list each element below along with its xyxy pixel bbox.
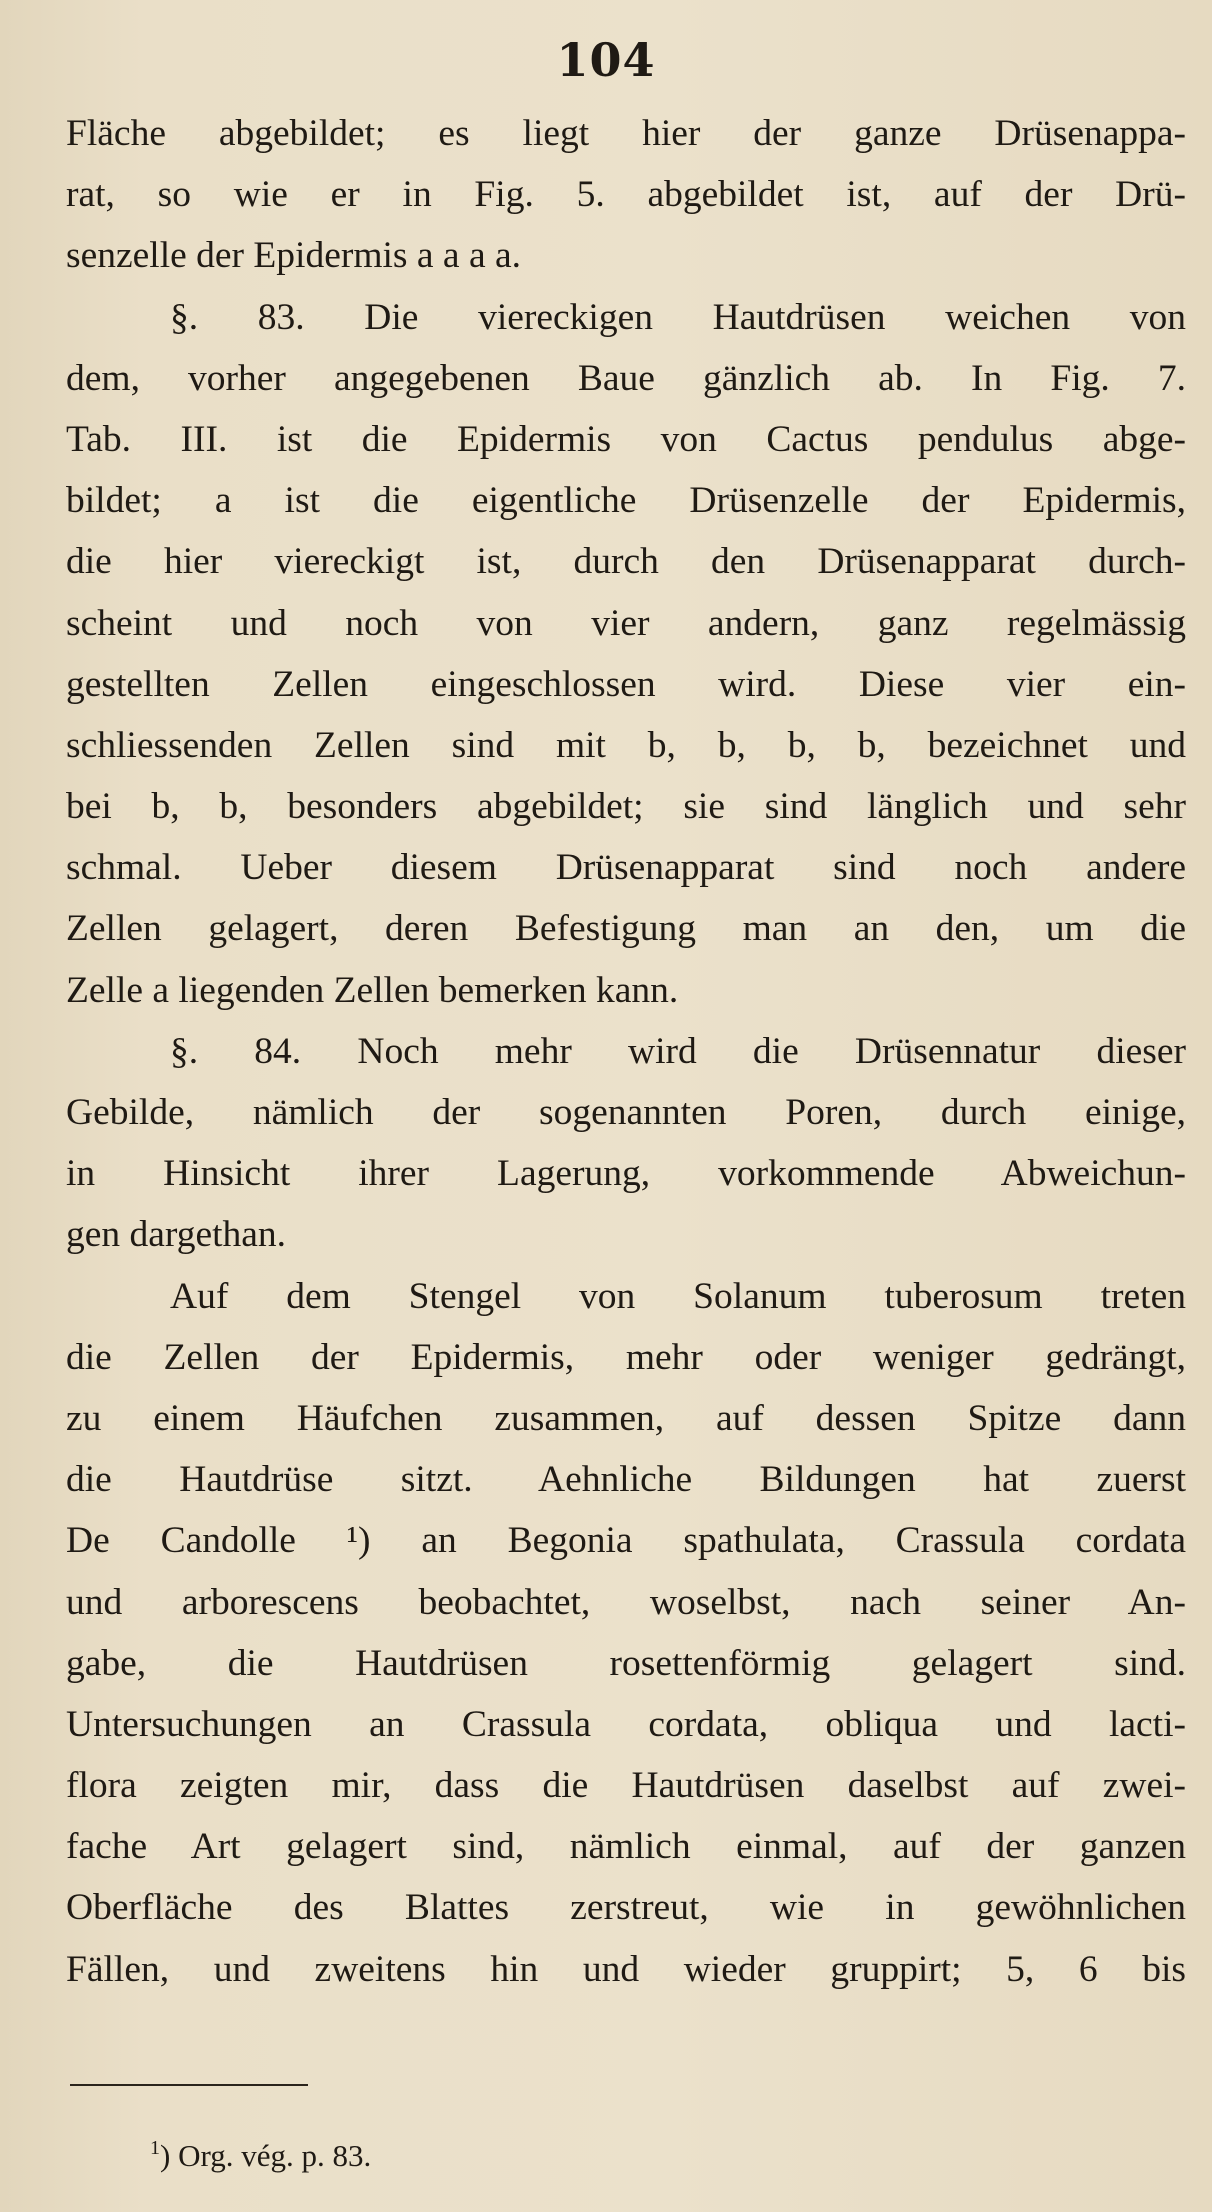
text-line: die hier viereckigt ist, durch den Drüsenapparat durch-	[66, 541, 1186, 583]
footnote-text: ) Org. vég. p. 83.	[160, 2138, 372, 2173]
text-line: gabe, die Hautdrüsen rosettenförmig gelagert sind.	[66, 1642, 1186, 1684]
text-line: zu einem Häufchen zusammen, auf dessen Spitze dann	[66, 1397, 1186, 1439]
footnote	[150, 2124, 371, 2180]
text-line: schmal. Ueber diesem Drüsenapparat sind noch andere	[66, 847, 1186, 889]
text-line: die Hautdrüse sitzt. Aehnliche Bildungen hat zuerst	[66, 1459, 1186, 1501]
text-line: senzelle der Epidermis a a a a.	[66, 235, 521, 277]
text-line: scheint und noch von vier andern, ganz regelmässig	[66, 602, 1186, 644]
text-line: und arborescens beobachtet, woselbst, nach seiner An-	[66, 1581, 1186, 1623]
text-line: Fällen, und zweitens hin und wieder gruppirt; 5, 6 bis	[66, 1948, 1186, 1990]
text-line: Tab. III. ist die Epidermis von Cactus pendulus abge-	[66, 418, 1186, 460]
text-line: bildet; a ist die eigentliche Drüsenzelle der Epidermis,	[66, 480, 1186, 522]
text-line: rat, so wie er in Fig. 5. abgebildet ist, auf der Drü-	[66, 174, 1186, 216]
text-line: Auf dem Stengel von Solanum tuberosum treten	[170, 1275, 1186, 1317]
text-line: gestellten Zellen eingeschlossen wird. Diese vier ein-	[66, 663, 1186, 705]
text-line: §. 83. Die viereckigen Hautdrüsen weichen von	[170, 296, 1186, 338]
text-line: Zellen gelagert, deren Befestigung man an den, um die	[66, 908, 1186, 950]
footnote-marker: 1	[150, 2137, 160, 2159]
text-line: flora zeigten mir, dass die Hautdrüsen daselbst auf zwei-	[66, 1765, 1186, 1807]
text-line: dem, vorher angegebenen Baue gänzlich ab. In Fig. 7.	[66, 357, 1186, 399]
text-line: Gebilde, nämlich der sogenannten Poren, durch einige,	[66, 1092, 1186, 1133]
text-line: Zelle a liegenden Zellen bemerken kann.	[66, 969, 679, 1011]
text-line: bei b, b, besonders abgebildet; sie sind länglich und sehr	[66, 786, 1186, 828]
page-number: 104	[556, 33, 656, 87]
text-line: die Zellen der Epidermis, mehr oder weniger gedrängt,	[66, 1336, 1186, 1378]
text-line: in Hinsicht ihrer Lagerung, vorkommende Abweichun-	[66, 1153, 1186, 1195]
text-line: §. 84. Noch mehr wird die Drüsennatur dieser	[170, 1030, 1186, 1072]
text-line: fache Art gelagert sind, nämlich einmal, auf der ganzen	[66, 1826, 1186, 1868]
text-line: De Candolle ¹) an Begonia spathulata, Crassula cordata	[66, 1520, 1186, 1562]
text-line: Oberfläche des Blattes zerstreut, wie in gewöhnlichen	[66, 1887, 1186, 1929]
text-line: gen dargethan.	[66, 1214, 287, 1256]
text-line: Untersuchungen an Crassula cordata, obliqua und lacti-	[66, 1703, 1186, 1745]
text-line: schliessenden Zellen sind mit b, b, b, b, bezeichnet und	[66, 724, 1186, 766]
text-line: Fläche abgebildet; es liegt hier der ganze Drüsenappa-	[66, 113, 1186, 154]
body-text	[66, 103, 1186, 2000]
footnote-separator	[70, 2084, 308, 2086]
